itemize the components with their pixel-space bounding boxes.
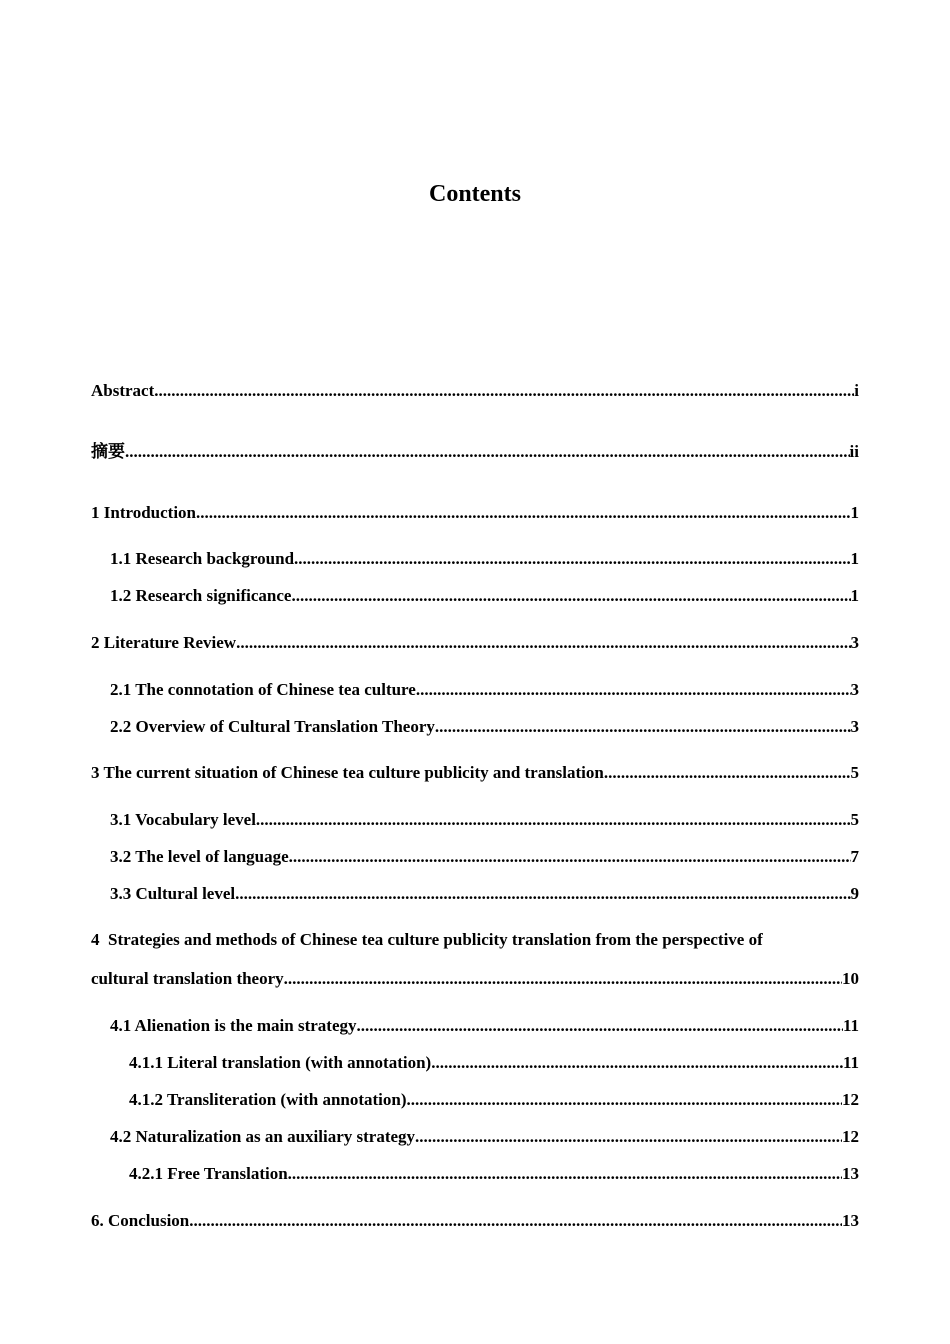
- toc-leader-dots: [256, 807, 851, 833]
- toc-entry-page: 1: [850, 586, 859, 605]
- toc-entry-label: 3.2 The level of language: [110, 847, 289, 866]
- toc-leader-dots: [284, 966, 842, 992]
- toc-leader-dots: [416, 677, 851, 703]
- toc-leader-dots: [196, 500, 850, 526]
- toc-entry-label: 2 Literature Review: [91, 633, 237, 652]
- toc-leader-dots: [125, 439, 850, 465]
- toc-entry-label: 摘要: [91, 442, 125, 462]
- toc-entry-label: 3 The current situation of Chinese tea culture publicity and translation: [91, 763, 604, 782]
- toc-entry-page: 5: [850, 763, 859, 782]
- toc-leader-dots: [415, 1124, 842, 1150]
- toc-leader-dots: [431, 1050, 843, 1076]
- toc-entry-label: 1 Introduction: [91, 503, 197, 522]
- toc-entry-tea-culture-connotation[interactable]: [91, 677, 859, 703]
- toc-entry-label: 2.2 Overview of Cultural Translation Theory: [110, 717, 435, 736]
- toc-entry-page: 3: [850, 633, 859, 652]
- toc-leader-dots: [289, 844, 851, 870]
- toc-entry-transliteration[interactable]: [91, 1087, 859, 1113]
- toc-entry-label: 4.1.1 Literal translation (with annotation): [129, 1053, 432, 1072]
- toc-leader-dots: [407, 1087, 842, 1113]
- toc-entry-label: 6. Conclusion: [91, 1211, 190, 1230]
- toc-entry-label: 1.2 Research significance: [110, 586, 292, 605]
- toc-entry-page: 1: [850, 503, 859, 522]
- toc-entry-literature-review[interactable]: [91, 630, 859, 656]
- toc-entry-page: 12: [842, 1127, 859, 1146]
- toc-leader-dots: [154, 378, 854, 404]
- toc-entry-abstract[interactable]: [91, 378, 859, 404]
- toc-entry-current-situation[interactable]: [91, 760, 859, 786]
- toc-entry-label: 4.2 Naturalization as an auxiliary strategy: [110, 1127, 416, 1146]
- toc-entry-page: 3: [850, 680, 859, 699]
- toc-entry-label: 3.3 Cultural level: [110, 884, 236, 903]
- toc-entry-page: 3: [850, 717, 859, 736]
- toc-leader-dots: [435, 714, 851, 740]
- page-title: Contents: [428, 181, 521, 207]
- toc-entry-cultural-translation-overview[interactable]: [91, 714, 859, 740]
- toc-entry-alienation-strategy[interactable]: [91, 1013, 859, 1039]
- toc-entry-free-translation[interactable]: [91, 1161, 859, 1187]
- toc-entry-page: i: [854, 381, 859, 400]
- toc-leader-dots: [288, 1161, 842, 1187]
- toc-leader-dots: [604, 760, 851, 786]
- toc-entry-page: 9: [850, 884, 859, 903]
- toc-entry-page: 13: [842, 1164, 859, 1183]
- toc-leader-dots: [189, 1208, 842, 1234]
- toc-entry-label: cultural translation theory: [91, 969, 284, 988]
- toc-entry-page: 11: [842, 1016, 859, 1035]
- toc-entry-vocabulary-level[interactable]: [91, 807, 859, 833]
- toc-entry-conclusion[interactable]: [91, 1208, 859, 1234]
- toc-entry-language-level[interactable]: [91, 844, 859, 870]
- toc-leader-dots: [357, 1013, 843, 1039]
- toc-leader-dots: [294, 546, 850, 572]
- toc-entry-naturalization-strategy[interactable]: [91, 1124, 859, 1150]
- toc-entry-label: 1.1 Research background: [110, 549, 295, 568]
- toc-entry-introduction[interactable]: [91, 500, 859, 526]
- toc-entry-page: 13: [842, 1211, 859, 1230]
- toc-entry-label: 4.1 Alienation is the main strategy: [110, 1016, 357, 1035]
- toc-leader-dots: [235, 881, 850, 907]
- toc-entry-label: 2.1 The connotation of Chinese tea culture: [110, 680, 416, 699]
- toc-entry-research-background[interactable]: [91, 546, 859, 572]
- toc-entry-cultural-level[interactable]: [91, 881, 859, 907]
- toc-entry-page: 5: [850, 810, 859, 829]
- toc-entry-page: 10: [842, 969, 859, 988]
- toc-entry-label: 3.1 Vocabulary level: [110, 810, 256, 829]
- toc-entry-page: 11: [842, 1053, 859, 1072]
- toc-entry-page: 12: [842, 1090, 859, 1109]
- toc-entry-chinese-abstract[interactable]: [91, 439, 859, 465]
- toc-entry-page: ii: [849, 442, 859, 461]
- toc-entry-label: Abstract: [91, 381, 155, 400]
- toc-entry-strategies[interactable]: [91, 966, 859, 992]
- toc-entry-label: 4.2.1 Free Translation: [129, 1164, 288, 1183]
- toc-entry-strategies-line1[interactable]: [91, 927, 859, 953]
- toc-entry-literal-translation[interactable]: [91, 1050, 859, 1076]
- toc-entry-page: 7: [850, 847, 859, 866]
- toc-entry-research-significance[interactable]: [91, 583, 859, 609]
- toc-entry-label: 4 Strategies and methods of Chinese tea culture publicity translation from the perspective of: [91, 930, 763, 949]
- toc-entry-page: 1: [850, 549, 859, 568]
- toc-leader-dots: [236, 630, 850, 656]
- toc-entry-label: 4.1.2 Transliteration (with annotation): [129, 1090, 407, 1109]
- toc-leader-dots: [291, 583, 850, 609]
